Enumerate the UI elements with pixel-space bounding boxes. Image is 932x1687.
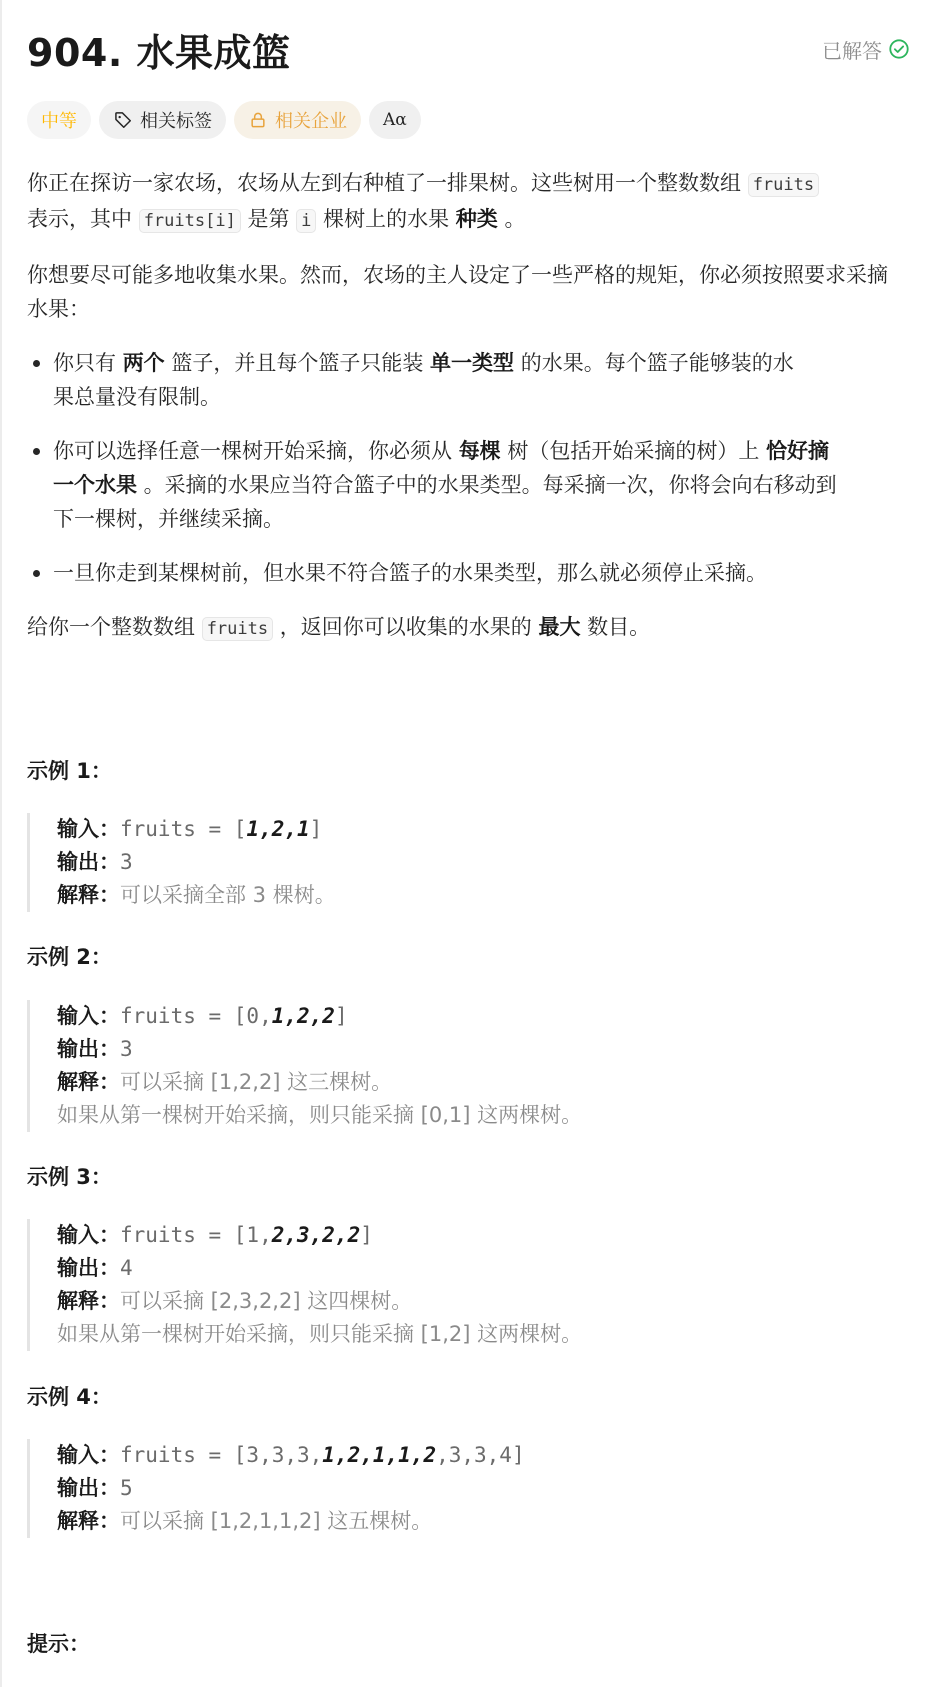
tag-icon [113,110,133,130]
title-row [27,24,910,74]
example-1-title: 示例 1： [27,759,112,783]
rules-list [27,346,907,590]
hints-title: 提示： [27,1632,90,1656]
problem-title[interactable]: 904. 水果成篮 [27,30,291,75]
related-tags-button[interactable] [99,101,226,139]
example-1-block: 输入：fruits = [1,2,1] 输出：3 解释：可以采摘全部 3 棵树。 [27,813,336,912]
desc-paragraph-1: 你正在探访一家农场，农场从左到右种植了一排果树。这些树用一个整数数组 fruits 表示，其中 fruits[i] 是第 i 棵树上的水果 种类 。 [27,166,907,238]
solved-status [822,35,910,64]
lock-icon [248,110,268,130]
translate-button[interactable] [369,101,421,139]
problem-description [27,166,907,646]
example-2-title: 示例 2： [27,945,112,969]
related-companies-button[interactable] [234,101,361,139]
difficulty-label: 中等 [41,111,77,132]
solved-label: 已解答 [822,38,882,63]
example-4-title: 示例 4： [27,1385,112,1409]
code-i: i [296,209,316,233]
related-tags-label: 相关标签 [140,111,212,132]
list-item: 一旦你走到某棵树前，但水果不符合篮子的水果类型，那么就必须停止采摘。 [27,556,907,590]
code-fruits: fruits [202,617,273,641]
desc-paragraph-3: 给你一个整数数组 fruits ，返回你可以收集的水果的 最大 数目。 [27,615,651,639]
check-circle-icon [888,38,910,60]
translate-icon: Aα [383,110,407,130]
tag-bar [27,101,421,139]
code-fruits-i: fruits[i] [139,209,241,233]
example-3-title: 示例 3： [27,1165,112,1189]
panel-divider[interactable] [0,0,2,1687]
difficulty-badge[interactable] [27,101,91,139]
example-3-block: 输入：fruits = [1,2,3,2,2] 输出：4 解释：可以采摘 [2,3,2,2] 这四棵树。 如果从第一棵树开始采摘，则只能采摘 [1,2] 这两棵树。 [27,1219,582,1351]
example-4-block: 输入：fruits = [3,3,3,1,2,1,1,2,3,3,4] 输出：5 解释：可以采摘 [1,2,1,1,2] 这五棵树。 [27,1439,525,1538]
list-item: 你可以选择任意一棵树开始采摘，你必须从 每棵 树（包括开始采摘的树）上 恰好摘一个水果 。采摘的水果应当符合篮子中的水果类型。每采摘一次，你将会向右移动到下一棵树，并继续采摘。 [27,434,837,536]
example-2-block: 输入：fruits = [0,1,2,2] 输出：3 解释：可以采摘 [1,2,2] 这三棵树。 如果从第一棵树开始采摘，则只能采摘 [0,1] 这两棵树。 [27,1000,582,1132]
related-companies-label: 相关企业 [275,111,347,132]
desc-paragraph-2: 你想要尽可能多地收集水果。然而，农场的主人设定了一些严格的规矩，你必须按照要求采摘水果： [27,263,888,321]
list-item: 你只有 两个 篮子，并且每个篮子只能装 单一类型 的水果。每个篮子能够装的水果总量没有限制。 [27,346,807,414]
code-fruits: fruits [748,173,819,197]
